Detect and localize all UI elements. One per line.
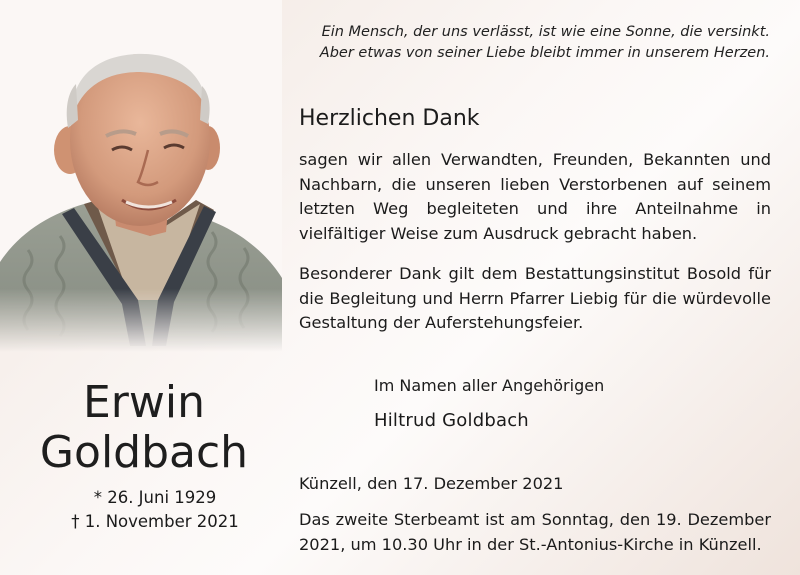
quote-line-1: Ein Mensch, der uns verlässt, ist wie eine Sonne, die versinkt. bbox=[321, 24, 770, 40]
deceased-last-name: Goldbach bbox=[39, 427, 249, 478]
signature-name: Hiltrud Goldbach bbox=[374, 410, 529, 431]
death-date: † 1. November 2021 bbox=[71, 512, 239, 531]
portrait-photo bbox=[0, 0, 282, 352]
memorial-quote bbox=[250, 22, 770, 64]
thanks-heading: Herzlichen Dank bbox=[299, 106, 480, 131]
signature-intro: Im Namen aller Angehörigen bbox=[374, 376, 605, 395]
mass-notice: Das zweite Sterbeamt ist am Sonntag, den 19. Dezember 2021, um 10.30 Uhr in der St.-Antonius-Kirche in Künzell. bbox=[299, 510, 771, 554]
quote-line-2: Aber etwas von seiner Liebe bleibt immer in unserem Herzen. bbox=[319, 45, 770, 61]
place-and-date: Künzell, den 17. Dezember 2021 bbox=[299, 474, 564, 493]
thanks-paragraph-1: sagen wir allen Verwandten, Freunden, Bekannten und Nachbarn, die unseren lieben Verstorbenen auf seinem letzten Weg begleiteten und ihre Anteilnahme in vielfältiger Weise zum Ausdruck gebracht haben. bbox=[299, 150, 771, 243]
thanks-paragraph-2: Besonderer Dank gilt dem Bestattungsinstitut Bosold für die Begleitung und Herrn Pfarrer Liebig für die würdevolle Gestaltung der Auferstehungsfeier. bbox=[299, 264, 771, 332]
deceased-first-name: Erwin bbox=[83, 377, 205, 428]
birth-date: * 26. Juni 1929 bbox=[93, 488, 217, 507]
